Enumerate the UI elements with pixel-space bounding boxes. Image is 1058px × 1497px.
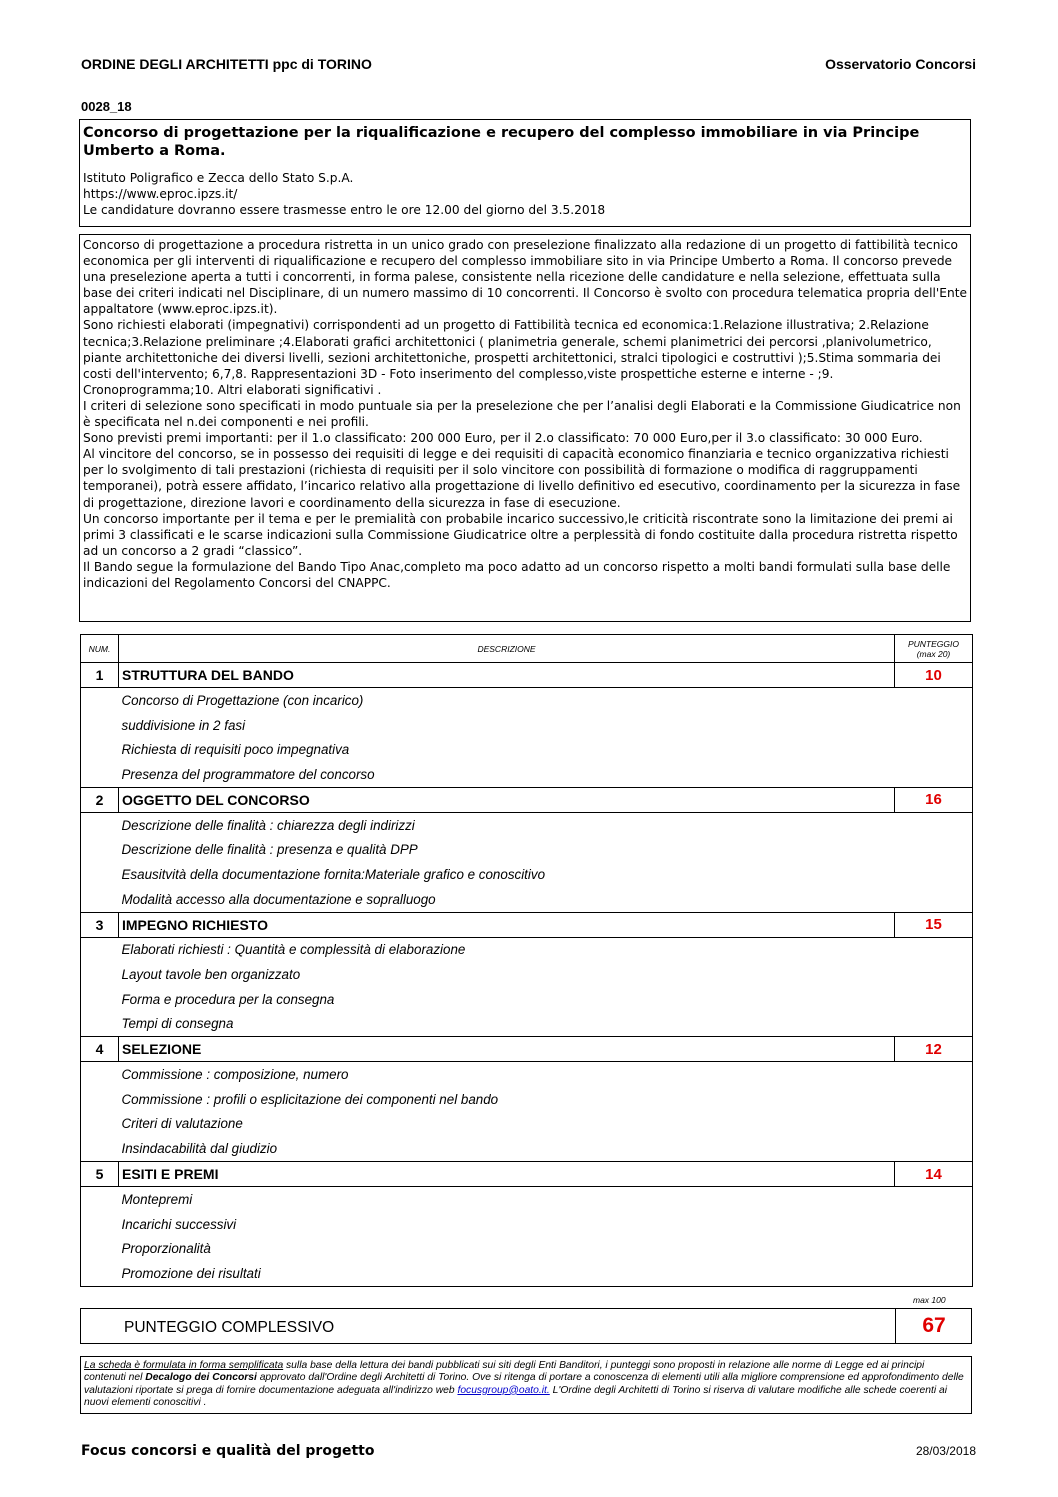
criterion-row — [81, 737, 973, 762]
header-score-label: PUNTEGGIO — [907, 638, 959, 649]
total-label: PUNTEGGIO COMPLESSIVO — [124, 1319, 335, 1336]
observatory-header: Osservatorio Concorsi — [825, 56, 976, 72]
evaluation-table — [80, 634, 973, 1287]
criterion-row — [81, 812, 973, 837]
note-decalogo: Decalogo dei Concorsi — [145, 1372, 257, 1384]
criterion-label: suddivisione in 2 fasi — [121, 717, 246, 733]
criterion-row — [81, 713, 973, 738]
category-num: 3 — [81, 912, 119, 937]
criterion-row — [81, 1087, 973, 1112]
criterion-row — [81, 887, 973, 912]
disclaimer-note — [80, 1356, 972, 1414]
criterion-row — [81, 1236, 973, 1261]
table-header-row — [81, 635, 973, 663]
criterion-row — [81, 987, 973, 1012]
category-score: 16 — [895, 787, 973, 812]
criterion-row — [81, 1012, 973, 1037]
description-paragraph: Un concorso importante per il tema e per le premialità con probabile incarico successivo,le criticità riscontrate sono la limitazione dei premi ai primi 3 classificati e le scarse indicazioni sulla Commissione Giudicatrice oltre a perplessità di fondo costituite dalla procedura ristretta rispetto ad un concorso a 2 gradi “classico”. — [83, 511, 958, 558]
criterion-row — [81, 1136, 973, 1161]
category-title: ESITI E PREMI — [119, 1162, 895, 1187]
category-title: OGGETTO DEL CONCORSO — [119, 787, 895, 812]
competition-entity: Istituto Poligrafico e Zecca dello Stato S.p.A. — [83, 171, 354, 185]
header-description: DESCRIZIONE — [119, 635, 895, 663]
note-email-link[interactable]: focusgroup@oato.it. — [457, 1384, 550, 1396]
criterion-label: Commissione : composizione, numero — [121, 1067, 349, 1083]
category-row — [81, 663, 973, 688]
criterion-label: Criteri di valutazione — [121, 1116, 243, 1132]
criterion-row — [81, 837, 973, 862]
criterion-row — [81, 1212, 973, 1237]
category-score: 14 — [895, 1162, 973, 1187]
category-score: 15 — [895, 912, 973, 937]
note-text: L'Ordine degli Architetti di Torino si riserva di valutare modifiche alle schede coerenti ai nuovi elementi conoscitivi . — [84, 1384, 948, 1408]
competition-title: Concorso di progettazione per la riqualificazione e recupero del complesso immobiliare in via Principe Umberto a Roma. — [83, 125, 920, 159]
category-title: STRUTTURA DEL BANDO — [119, 663, 895, 688]
description-paragraph: Concorso di progettazione a procedura ristretta in un unico grado con preselezione finalizzato alla redazione di un progetto di fattibilità tecnico economica per gli interventi di riqualificazione e recupero del complesso immobiliare sito in via Principe Umberto a Roma. Il concorso prevede una preselezione aperta a tutti i concorrenti, in forma palese, consistente nella ricezione delle candidature e nella selezione, effettuata sulla base dei criteri indicati nel Disciplinare, di un numero massimo di 10 concorrenti. Il Concorso è svolto con procedura telematica propria dell'Ente appaltatore (www.eproc.ipzs.it). — [83, 238, 967, 317]
competition-box — [79, 119, 971, 227]
note-text: sulla base della lettura dei bandi pubblicati sui siti degli Enti Banditori, i punteggi sono proposti in relazione alle norme di Legge ed ai principi contenuti nel — [84, 1360, 925, 1384]
criterion-label: Descrizione delle finalità : presenza e qualità DPP — [121, 842, 418, 858]
header-score — [895, 635, 973, 663]
criterion-label: Descrizione delle finalità : chiarezza degli indirizzi — [121, 817, 415, 833]
criterion-label: Commissione : profili o esplicitazione dei componenti nel bando — [121, 1091, 499, 1107]
category-row — [81, 787, 973, 812]
footer-date: 28/03/2018 — [915, 1444, 976, 1458]
criterion-label: Presenza del programmatore del concorso — [121, 766, 375, 782]
criterion-label: Concorso di Progettazione (con incarico) — [121, 692, 364, 708]
criterion-label: Esausitvità della documentazione fornita:Materiale grafico e conoscitivo — [121, 866, 546, 882]
criterion-row — [81, 937, 973, 962]
criterion-row — [81, 762, 973, 787]
category-row — [81, 1162, 973, 1187]
criterion-row — [81, 862, 973, 887]
record-code: 0028_18 — [81, 99, 132, 114]
category-row — [81, 912, 973, 937]
total-max-label: max 100 — [913, 1295, 946, 1305]
footer-title: Focus concorsi e qualità del progetto — [81, 1443, 375, 1459]
category-score: 12 — [895, 1037, 973, 1062]
criterion-label: Proporzionalità — [121, 1241, 211, 1257]
header-num: NUM. — [81, 635, 119, 663]
category-row — [81, 1037, 973, 1062]
description-paragraph: Il Bando segue la formulazione del Bando Tipo Anac,completo ma poco adatto ad un concorso rispetto a molti bandi formulati sulla base delle indicazioni del Regolamento Concorsi del CNAPPC. — [83, 559, 951, 590]
criterion-row — [81, 1261, 973, 1286]
description-box — [79, 234, 971, 622]
criterion-row — [81, 1062, 973, 1087]
criterion-row — [81, 1112, 973, 1137]
category-num: 4 — [81, 1037, 119, 1062]
criterion-label: Elaborati richiesti : Quantità e complessità di elaborazione — [121, 942, 466, 958]
category-title: IMPEGNO RICHIESTO — [119, 912, 895, 937]
criterion-label: Incarichi successivi — [121, 1216, 237, 1232]
criterion-row — [81, 1187, 973, 1212]
competition-meta — [83, 170, 967, 218]
description-paragraph: Sono previsti premi importanti: per il 1.o classificato: 200 000 Euro, per il 2.o classificato: 70 000 Euro,per il 3.o classificato: 30 000 Euro. — [83, 431, 923, 446]
criterion-label: Forma e procedura per la consegna — [121, 991, 335, 1007]
criterion-label: Insindacabilità dal giudizio — [121, 1141, 278, 1157]
criterion-label: Montepremi — [121, 1191, 193, 1207]
competition-deadline: Le candidature dovranno essere trasmesse entro le ore 12.00 del giorno del 3.5.2018 — [83, 203, 606, 217]
description-paragraph: Al vincitore del concorso, se in possesso dei requisiti di legge e dei requisiti di capacità economico finanziaria e tecnico organizzativa richiesti per lo svolgimento di tali prestazioni (richiesta di requisiti per il solo vincitore con possibilità di formazione o modifica di raggruppamenti temporanei), potrà essere affidato, l’incarico relativo alla progettazione di livello definitivo ed esecutivo, coordinamento per la sicurezza in fase di progettazione, direzione lavori e coordinamento della sicurezza in fase di esecuzione. — [83, 447, 961, 510]
organization-header: ORDINE DEGLI ARCHITETTI ppc di TORINO — [81, 56, 372, 72]
note-underlined: La scheda è formulata in forma semplificata — [84, 1360, 284, 1371]
criterion-label: Layout tavole ben organizzato — [121, 967, 301, 983]
header-score-max: (max 20) — [916, 648, 951, 659]
competition-url[interactable]: https://www.eproc.ipzs.it/ — [83, 187, 238, 201]
category-num: 2 — [81, 787, 119, 812]
description-paragraph: Sono richiesti elaborati (impegnativi) corrispondenti ad un progetto di Fattibilità tecnica ed economica:1.Relazione illustrativa; 2.Relazione tecnica;3.Relazione preliminare ;4.Elaborati grafici architettonici ( planimetria generale, schemi planimetrici dei percorsi ,planivolumetrico, piante architettoniche dei diversi livelli, sezioni architettoniche, prospetti architettonici, stralci tipologici e costruttivi );5.Stima sommaria dei costi dell'intervento; 6,7,8. Rappresentazioni 3D - Foto inserimento del complesso,viste prospettiche esterne e interne - ;9. Cronoprogramma;10. Altri elaborati significativi . — [83, 318, 941, 397]
category-title: SELEZIONE — [119, 1037, 895, 1062]
total-score-box — [80, 1308, 972, 1344]
description-paragraph: I criteri di selezione sono specificati in modo puntuale sia per la preselezione che per l’analisi degli Elaborati e la Commissione Giudicatrice non è specificata nel n.dei componenti e nei profili. — [83, 398, 961, 430]
category-score: 10 — [895, 663, 973, 688]
category-num: 5 — [81, 1162, 119, 1187]
criterion-label: Promozione dei risultati — [119, 1261, 895, 1286]
criterion-row — [81, 688, 973, 713]
total-score: 67 — [895, 1309, 972, 1343]
criterion-row — [81, 962, 973, 987]
criterion-label: Richiesta di requisiti poco impegnativa — [121, 742, 350, 758]
category-num: 1 — [81, 663, 119, 688]
criterion-label: Modalità accesso alla documentazione e sopralluogo — [121, 891, 436, 907]
criterion-label: Tempi di consegna — [121, 1016, 234, 1032]
note-text: approvato dall'Ordine degli Architetti di Torino. Ove si ritenga di portare a conoscenza di elementi utili alla migliore comprensione ed approfondimento delle valutazioni riportate si prega di fornire documentazione adeguata all'indirizzo web — [84, 1372, 964, 1396]
